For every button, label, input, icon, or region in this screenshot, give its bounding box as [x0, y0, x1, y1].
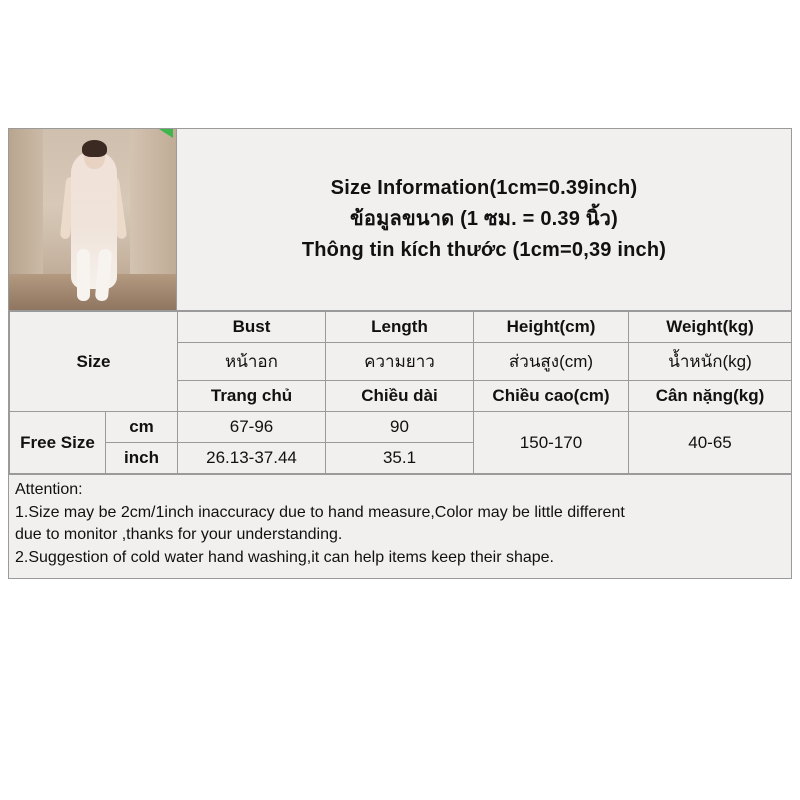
table-row-cm — [10, 412, 792, 443]
value-length-inch: 35.1 — [326, 443, 474, 474]
col-head-weight-vi: Cân nặng(kg) — [629, 381, 792, 412]
col-head-length-en: Length — [326, 312, 474, 343]
col-head-length-vi: Chiều dài — [326, 381, 474, 412]
attention-line-1: 1.Size may be 2cm/1inch inaccuracy due to hand measure,Color may be little different — [15, 503, 625, 521]
size-table — [9, 311, 792, 474]
unit-cell-cm: cm — [106, 412, 178, 443]
attention-line-2: 2.Suggestion of cold water hand washing,it can help items keep their shape. — [15, 549, 554, 567]
value-height: 150-170 — [474, 412, 629, 474]
model-photo-image — [9, 129, 176, 310]
value-length-cm: 90 — [326, 412, 474, 443]
col-head-bust-en: Bust — [178, 312, 326, 343]
col-head-weight-en: Weight(kg) — [629, 312, 792, 343]
attention-block — [9, 474, 791, 578]
title-line-vi: Thông tin kích thước (1cm=0,39 inch) — [301, 239, 667, 261]
size-chart — [8, 128, 792, 579]
title-block — [177, 129, 791, 311]
col-head-height-en: Height(cm) — [474, 312, 629, 343]
attention-line-1b: due to monitor ,thanks for your understanding. — [15, 526, 343, 544]
col-head-height-th: ส่วนสูง(cm) — [474, 343, 629, 381]
photo-hair — [82, 140, 107, 157]
col-head-height-vi: Chiều cao(cm) — [474, 381, 629, 412]
table-row-header-en — [10, 312, 792, 343]
value-weight: 40-65 — [629, 412, 792, 474]
size-label-cell: Size — [10, 312, 178, 412]
value-bust-cm: 67-96 — [178, 412, 326, 443]
unit-cell-inch: inch — [106, 443, 178, 474]
photo-leg-left — [77, 249, 90, 301]
title-line-th: ข้อมูลขนาด (1 ซม. = 0.39 นิ้ว) — [350, 208, 618, 230]
title-line-en: Size Information(1cm=0.39inch) — [330, 177, 638, 199]
chart-header-row — [9, 129, 791, 311]
col-head-bust-vi: Trang chủ — [178, 381, 326, 412]
row-label-free-size: Free Size — [10, 412, 106, 474]
col-head-weight-th: น้ำหนัก(kg) — [629, 343, 792, 381]
col-head-length-th: ความยาว — [326, 343, 474, 381]
col-head-bust-th: หน้าอก — [178, 343, 326, 381]
attention-heading: Attention: — [15, 481, 83, 498]
model-photo — [9, 129, 177, 311]
value-bust-inch: 26.13-37.44 — [178, 443, 326, 474]
